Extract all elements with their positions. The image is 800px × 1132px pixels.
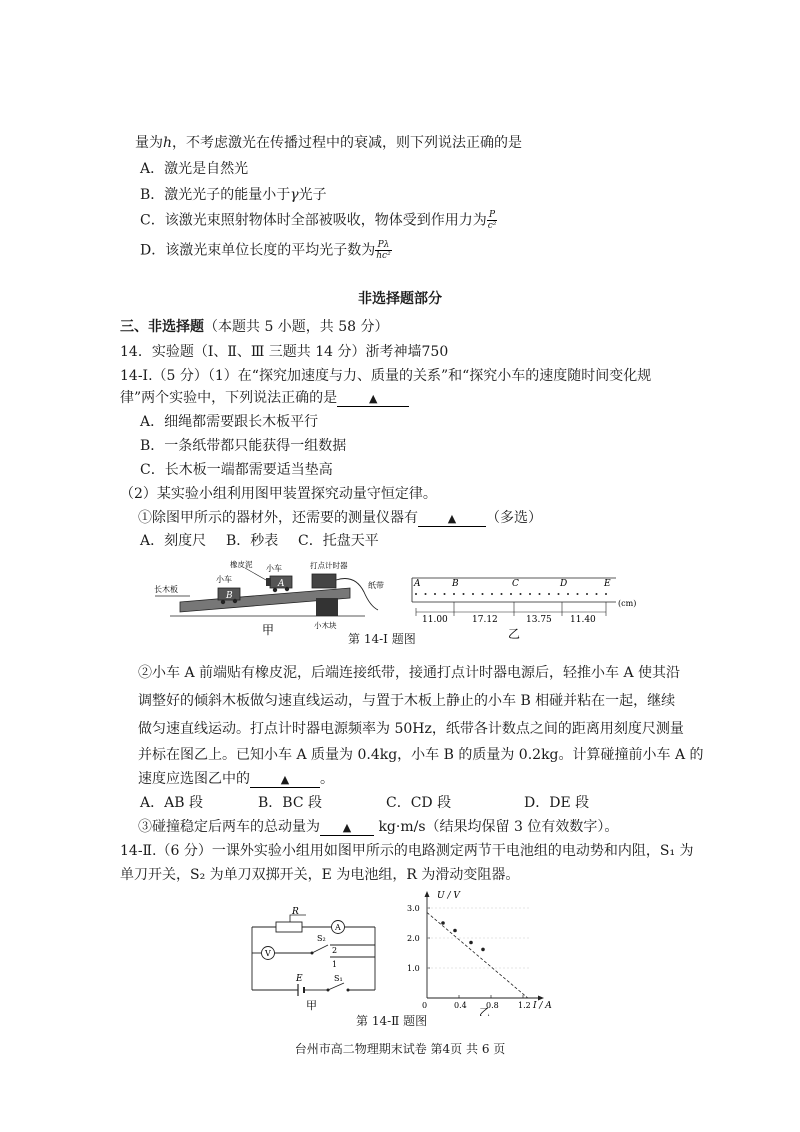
q14i-sub2-3: ③碰撞稳定后两车的总动量为 ▲ kg·m/s（结果均保留 3 位有效数字）。 (138, 819, 619, 835)
x-tick-label: 0.8 (486, 1001, 499, 1010)
svg-text:A: A (335, 923, 341, 932)
q14i-sub2-2-line2: 调整好的倾斜木板做匀速直线运动，与置于木板上静止的小车 B 相碰并粘在一起，继续 (138, 693, 676, 709)
answer-blank[interactable]: ▲ (418, 512, 486, 527)
data-point (481, 948, 485, 952)
length-cd: 13.75 (526, 615, 552, 625)
x-tick-label: 0.4 (454, 1001, 467, 1010)
tape-dot (453, 593, 455, 595)
svg-text:S₁: S₁ (334, 974, 343, 983)
q14i-option-c: C．长木板一端都需要适当垫高 (140, 462, 333, 478)
y-tick-label: 1.0 (407, 964, 420, 973)
q14i-line1: 14-Ⅰ.（5 分）（1）在“探究加速度与力、质量的关系”和“探究小车的速度随时间变化规 (120, 368, 652, 384)
switch-s1 (328, 983, 344, 990)
tape-dot (529, 593, 531, 595)
tape-unit: (cm) (618, 599, 637, 608)
label-long-board: 长木板 (154, 585, 178, 594)
point-a: A (414, 579, 421, 589)
x-axis-arrow (538, 996, 544, 1001)
tape-diagram (412, 578, 636, 641)
ui-graph (405, 888, 555, 1016)
tape-dots (415, 593, 607, 595)
q14ii-line1: 14-Ⅱ.（6 分）一课外实验小组用如图甲所示的电路测定两节干电池组的电动势和内阻，S₁ 为 (120, 843, 694, 859)
q14i-sub2-2-opt-b: B．BC 段 (258, 795, 322, 811)
tape-dot (425, 593, 427, 595)
data-point (453, 929, 457, 933)
point-b: B (452, 579, 459, 589)
q14i-sub2-2-line3: 做匀速直线运动。打点计时器电源频率为 50Hz，纸带各计数点之间的距离用刻度尺测量 (138, 721, 684, 737)
q13-stem: 量为h，不考虑激光在传播过程中的衰减，则下列说法正确的是 (135, 135, 523, 151)
wood-block (316, 598, 338, 616)
tape-dot (577, 593, 579, 595)
tape-dot (605, 593, 607, 595)
q14-intro: 14．实验题（Ⅰ、Ⅱ、Ⅲ 三题共 14 分）浙考神墙750 (120, 344, 449, 360)
switch-s2 (312, 945, 328, 953)
answer-blank[interactable]: ▲ (250, 773, 320, 788)
svg-text:V: V (265, 949, 271, 958)
svg-text:2: 2 (332, 946, 338, 955)
x-axis-label: I / A (533, 1001, 552, 1011)
q14i-sub2-2-line5: 速度应选图乙中的 ▲ 。 (138, 771, 334, 787)
data-point (469, 941, 473, 945)
timer (312, 574, 336, 588)
tape-dot (567, 593, 569, 595)
svg-text:A: A (278, 579, 285, 589)
answer-blank[interactable]: ▲ (320, 821, 374, 836)
q14i-line2: 律”两个实验中，下列说法正确的是 ▲ (120, 389, 409, 407)
tape-dot (491, 593, 493, 595)
length-ab: 11.00 (422, 615, 448, 625)
q14i-sub2: （2）某实验小组利用图甲装置探究动量守恒定律。 (120, 486, 437, 502)
label-cart-2: 小车 (266, 564, 282, 573)
tape-dot (415, 593, 417, 595)
tape-dot (444, 593, 446, 595)
label-yi-graph: 乙 (479, 1006, 490, 1016)
svg-text:1: 1 (332, 960, 338, 969)
q14i-sub2-1-opt-c: C．托盘天平 (298, 533, 379, 549)
q14i-sub2-1-opt-b: B．秒表 (226, 533, 279, 549)
svg-text:R: R (292, 907, 299, 917)
section-heading: 三、非选择题（本题共 5 小题，共 58 分） (120, 319, 389, 335)
q14i-sub2-2-line1: ②小车 A 前端贴有橡皮泥，后端连接纸带，接通打点计时器电源后，轻推小车 A 使其沿 (138, 665, 681, 681)
label-timer: 打点计时器 (310, 561, 348, 570)
q14i-sub2-2-opt-a: A．AB 段 (140, 795, 203, 811)
tape-dot (434, 593, 436, 595)
data-point (441, 921, 445, 925)
y-axis-arrow (425, 891, 430, 897)
caption-14ii: 第 14-Ⅱ 题图 (356, 1014, 428, 1028)
q14i-sub2-2-line4: 并标在图乙上。已知小车 A 质量为 0.4kg，小车 B 的质量为 0.2kg。计算碰撞前小车 A 的 (138, 747, 704, 763)
svg-text:B: B (226, 591, 233, 601)
point-c: C (512, 579, 519, 589)
tape-dot (510, 593, 512, 595)
q14i-sub2-2-opt-c: C．CD 段 (386, 795, 452, 811)
tape-dot (501, 593, 503, 595)
rheostat (276, 922, 302, 932)
svg-text:S₂: S₂ (317, 934, 326, 943)
q13-option-d: D．该激光束单位长度的平均光子数为 $\frac{P\lambda}{\text{hc²}}$ (140, 240, 391, 261)
fit-line (427, 913, 528, 999)
label-clay: 橡皮泥 (230, 560, 253, 569)
page-footer: 台州市高二物理期末试卷 第4页 共 6 页 (294, 1042, 506, 1056)
q14ii-line2: 单刀开关，S₂ 为单刀双掷开关，E 为电池组，R 为滑动变阻器。 (120, 867, 520, 883)
tape-dot (586, 593, 588, 595)
label-jia-circuit: 甲 (306, 999, 317, 1012)
label-yi: 乙 (508, 627, 521, 641)
q14i-sub2-2-opt-d: D．DE 段 (524, 795, 590, 811)
y-tick-label: 3.0 (407, 904, 420, 913)
tape-dot (463, 593, 465, 595)
y-axis-label: U / V (437, 891, 460, 901)
x-tick-label: 0 (422, 1001, 428, 1010)
label-block: 小木块 (314, 621, 337, 630)
q13-option-a: A．激光是自然光 (140, 161, 249, 177)
q13-option-c: C．该激光束照射物体时全部被吸收，物体受到作用力为 $\frac{P}{\text{c²}}$ (140, 210, 497, 231)
circuit-diagram (240, 905, 390, 1013)
answer-blank[interactable]: ▲ (337, 392, 409, 407)
point-e: E (604, 579, 611, 589)
q14i-sub2-1: ①除图甲所示的器材外，还需要的测量仪器有 ▲ （多选） (138, 510, 542, 526)
tape-dot (558, 593, 560, 595)
label-tape: 纸带 (368, 581, 384, 590)
q14i-option-a: A．细绳都需要跟长木板平行 (140, 414, 319, 430)
tape-dot (548, 593, 550, 595)
q14i-sub2-1-opt-a: A．刻度尺 (140, 533, 207, 549)
apparatus-diagram (154, 559, 384, 637)
y-tick-label: 2.0 (407, 934, 420, 943)
section-title: 非选择题部分 (358, 291, 442, 307)
length-bc: 17.12 (472, 615, 498, 625)
caption-14i: 第 14-Ⅰ 题图 (348, 632, 416, 646)
tape-dot (520, 593, 522, 595)
tape-dot (482, 593, 484, 595)
q13-option-b: B．激光光子的能量小于γ光子 (140, 187, 327, 203)
x-tick-label: 1.2 (518, 1001, 531, 1010)
q14i-option-b: B．一条纸带都只能获得一组数据 (140, 438, 347, 454)
length-de: 11.40 (570, 615, 596, 625)
tape-dot (596, 593, 598, 595)
label-jia: 甲 (262, 623, 275, 637)
label-cart-1: 小车 (216, 575, 232, 584)
point-d: D (560, 579, 568, 589)
svg-text:E: E (296, 974, 303, 984)
tape-dot (539, 593, 541, 595)
tape-dot (472, 593, 474, 595)
